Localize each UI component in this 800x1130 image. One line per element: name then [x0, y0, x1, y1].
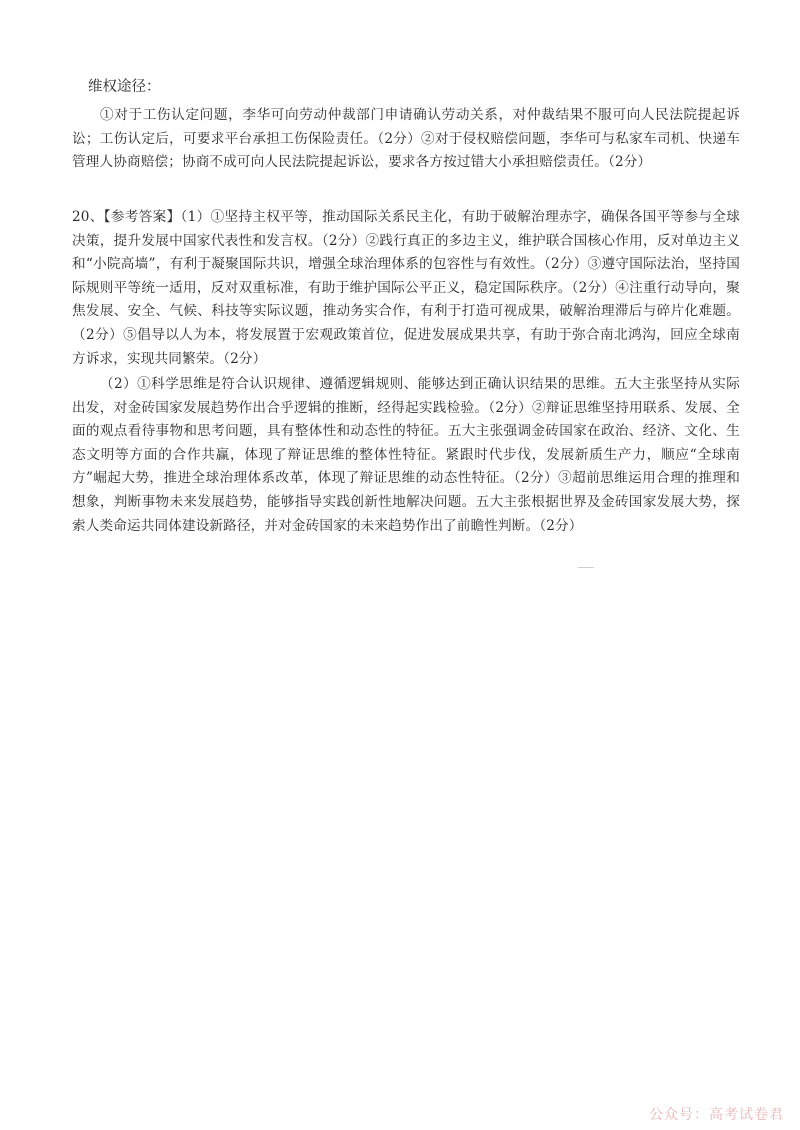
watermark-text: 公众号：高考试卷君 [649, 1107, 784, 1123]
section-heading: 维权途径： [88, 79, 161, 95]
answer-paragraph-20-part1: 20、【参考答案】（1）①坚持主权平等，推动国际关系民主化，有助于破解治理赤字，确保各国平等参与全球决策，提升发展中国家代表性和发言权。（2分）②践行真正的多边主义，维护联合国核心作用，反对单边主义和“小院高墙”，有利于凝聚国际共识，增强全球治理体系的包容性与有效性。（2分）③遵守国际法治，坚持国际规则平等统一适用，反对双重标准，有助于维护国际公平正义，稳定国际秩序。（2分）④注重行动导向，聚焦发展、安全、气候、科技等实际议题，推动务实合作，有利于打造可视成果，破解治理滞后与碎片化难题。（2分）⑤倡导以人为本，将发展置于宏观政策首位，促进发展成果共享，有助于弥合南北鸿沟，回应全球南方诉求，实现共同繁荣。（2分） [72, 209, 740, 367]
scan-mark-divider [578, 567, 594, 568]
answer-paragraph-rights-path: ①对于工伤认定问题，李华可向劳动仲裁部门申请确认劳动关系，对仲裁结果不服可向人民法院提起诉讼；工伤认定后，可要求平台承担工伤保险责任。（2分）②对于侵权赔偿问题，李华可与私家车司机、快递车管理人协商赔偿；协商不成可向人民法院提起诉讼，要求各方按过错大小承担赔偿责任。（2分） [72, 107, 740, 171]
answer-paragraph-20-part2: （2）①科学思维是符合认识规律、遵循逻辑规则、能够达到正确认识结果的思维。五大主张坚持从实际出发，对金砖国家发展趋势作出合乎逻辑的推断，经得起实践检验。（2分）②辩证思维坚持用联系、发展、全面的观点看待事物和思考问题，具有整体性和动态性的特征。五大主张强调金砖国家在政治、经济、文化、生态文明等方面的合作共赢，体现了辩证思维的整体性特征。紧跟时代步伐，发展新质生产力，顺应“全球南方”崛起大势，推进全球治理体系改革，体现了辩证思维的动态性特征。（2分）③超前思维运用合理的推理和想象，判断事物未来发展趋势，能够指导实践创新性地解决问题。五大主张根据世界及金砖国家发展大势，探索人类命运共同体建设新路径，并对金砖国家的未来趋势作出了前瞻性判断。（2分） [72, 376, 740, 534]
